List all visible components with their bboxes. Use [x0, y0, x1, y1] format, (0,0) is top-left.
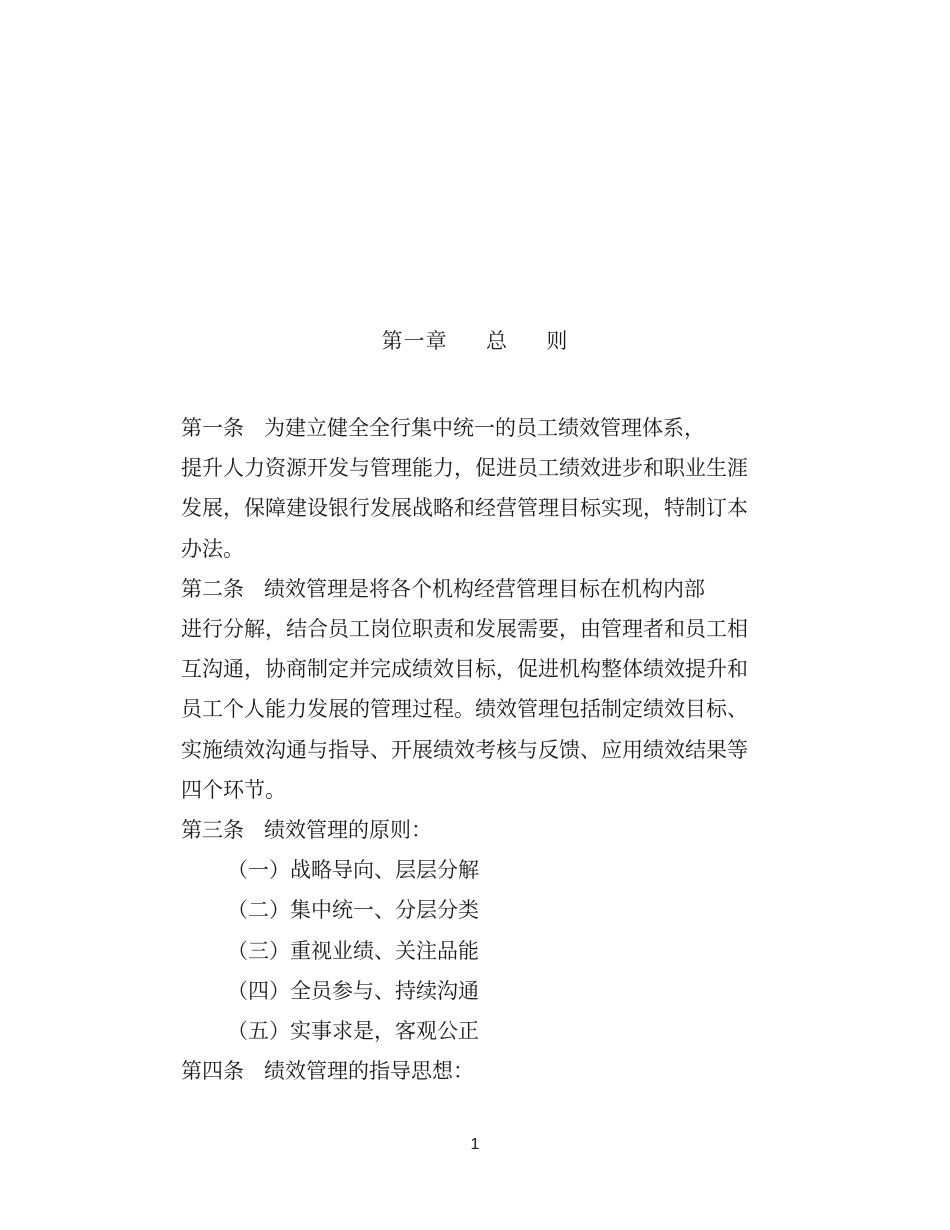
chapter-title: 第一章 总 则 — [381, 329, 569, 353]
principle-item: （四）全员参与、持续沟通 — [227, 978, 479, 1003]
article-1-line-2: 提升人力资源开发与管理能力，促进员工绩效进步和职业生涯 — [181, 456, 748, 481]
article-4 — [139, 1051, 751, 1091]
article-3-line-1: 第三条 绩效管理的原则： — [181, 818, 433, 843]
article-2 — [139, 569, 751, 810]
article-1-line-4: 办法。 — [181, 536, 244, 561]
principle-item: （五）实事求是，客观公正 — [227, 1019, 479, 1044]
article-4-text: 绩效管理的指导思想： — [264, 1059, 475, 1084]
article-1-line-3: 发展，保障建设银行发展战略和经营管理目标实现，特制订本 — [181, 496, 748, 521]
article-1-heading: 第一条 — [181, 416, 244, 440]
principle-item: （三）重视业绩、关注品能 — [227, 938, 479, 963]
article-2-line-4: 员工个人能力发展的管理过程。绩效管理包括制定绩效目标、 — [181, 697, 748, 722]
article-2-line-6: 四个环节。 — [181, 777, 286, 802]
article-1-line-1: 第一条 为建立健全全行集中统一的员工绩效管理体系， — [181, 416, 706, 440]
page-number: 1 — [470, 1136, 480, 1153]
article-2-line-1: 第二条 绩效管理是将各个机构经营管理目标在机构内部 — [181, 576, 706, 601]
principle-item: （二）集中统一、分层分类 — [227, 898, 479, 923]
article-2-line-3: 互沟通，协商制定并完成绩效目标，促进机构整体绩效提升和 — [181, 657, 748, 682]
article-2-line-5: 实施绩效沟通与指导、开展绩效考核与反馈、应用绩效结果等 — [181, 737, 748, 762]
article-2-heading: 第二条 — [181, 576, 244, 601]
article-3-heading: 第三条 — [181, 818, 244, 843]
body-text — [139, 408, 751, 1091]
principle-item: （一）战略导向、层层分解 — [227, 858, 479, 883]
article-3 — [139, 810, 751, 850]
article-2-line-2: 进行分解，结合员工岗位职责和发展需要，由管理者和员工相 — [181, 617, 748, 642]
article-1 — [139, 408, 751, 569]
article-4-heading: 第四条 — [181, 1059, 244, 1084]
